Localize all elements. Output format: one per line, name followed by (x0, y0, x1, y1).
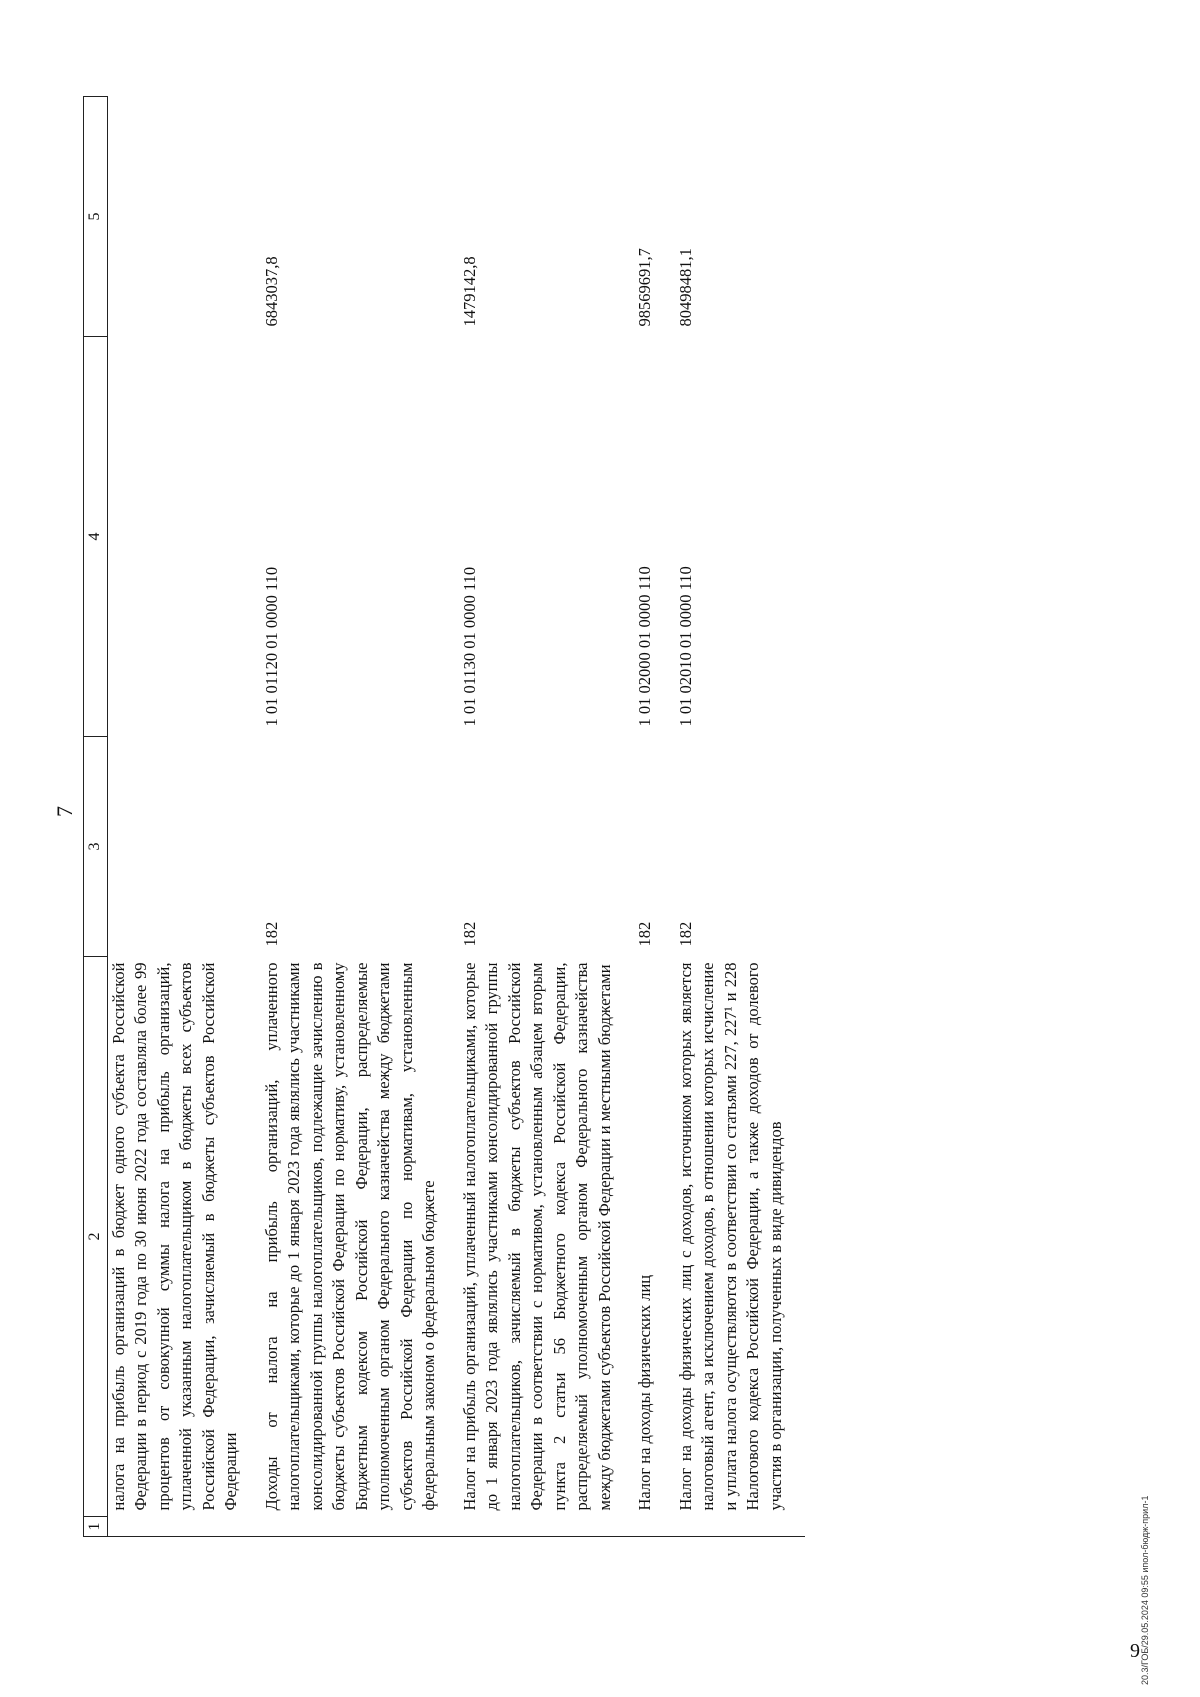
amount-cell: 6843037,8 (261, 256, 281, 327)
revenue-code-cell: 1 01 01120 01 0000 110 (261, 566, 281, 727)
revenue-table (83, 96, 805, 1537)
table-row (261, 97, 459, 1537)
description-cell: Доходы от налога на прибыль организаций, уплаченного налогоплательщиками, которые до 1 января 2023 года являлись участниками консолидированной группы налогоплательщиков, подлежащие зачислению в бюджеты субъектов Российской Федерации по нормативу, установленному Бюджетным кодексом Российской Федерации, распределяемые уполномоченным органом Федерального казначейства между бюджетами субъектов Российской Федерации по нормативам, установленным федеральным законом о федеральном бюджете (261, 962, 438, 1511)
table-row (107, 97, 261, 1537)
table-row (459, 97, 635, 1537)
amount-cell: 98569691,7 (635, 248, 654, 327)
table-header-row (84, 97, 108, 1537)
row-number-cell (459, 1517, 635, 1537)
header-col-3: 3 (84, 737, 108, 957)
page-number-bottom: 9 (1130, 1640, 1140, 1662)
revenue-code-cell: 1 01 02000 01 0000 110 (635, 566, 654, 727)
row-number-cell (261, 1517, 459, 1537)
admin-code-cell: 182 (459, 921, 479, 947)
amount-cell: 1479142,8 (459, 256, 479, 327)
header-col-2: 2 (84, 957, 108, 1517)
description-cell: Налог на доходы физических лиц (635, 1274, 654, 1511)
header-col-5: 5 (84, 97, 108, 337)
amount-cell: 80498481,1 (675, 248, 695, 327)
revenue-code-cell: 1 01 02010 01 0000 110 (675, 566, 695, 727)
revenue-code-cell (107, 337, 261, 737)
header-col-1: 1 (84, 1517, 108, 1537)
description-cell: налога на прибыль организаций в бюджет одного субъекта Российской Федерации в период с 2019 года по 30 июня 2022 года составляла более 99 процентов от совокупной суммы налога на прибыль организаций, уплаченной указанным налогоплательщиком в бюджеты всех субъектов Российской Федерации, зачисляемый в бюджеты субъектов Российской Федерации (108, 962, 240, 1511)
table-row (675, 97, 806, 1537)
description-cell: Налог на доходы физических лиц с доходов, источником которых является налоговый агент, за исключением доходов, в отношении которых исчисление и уплата налога осуществляются в соответствии со статьями 227, 227¹ и 228 Налогового кодекса Российской Федерации, а также доходов от долевого участия в организации, полученных в виде дивидендов (675, 962, 785, 1511)
revenue-code-cell: 1 01 01130 01 0000 110 (459, 566, 479, 727)
footer-stamp: 20.3/ГОБ/29.05.2024 09:55 ипол-бюдж-прил-1 (1140, 1495, 1150, 1685)
admin-code-cell: 182 (261, 921, 281, 947)
description-cell: Налог на прибыль организаций, уплаченный налогоплательщиками, которые до 1 января 2023 года являлись участниками консолидированной группы налогоплательщиков, зачисляемый в бюджеты субъектов Российской Федерации в соответствии с нормативом, установленным абзацем вторым пункта 2 статьи 56 Бюджетного кодекса Российской Федерации, распределяемый уполномоченным органом Федерального казначейства между бюджетами субъектов Российской Федерации и местными бюджетами (459, 962, 614, 1511)
amount-cell (107, 97, 261, 337)
admin-code-cell (107, 737, 261, 957)
table-row (634, 97, 675, 1537)
row-number-cell (107, 1517, 261, 1537)
row-number-cell (634, 1517, 675, 1537)
header-col-4: 4 (84, 337, 108, 737)
page-number-top: 7 (52, 806, 77, 817)
admin-code-cell: 182 (635, 921, 654, 947)
admin-code-cell: 182 (675, 921, 695, 947)
row-number-cell (675, 1517, 806, 1537)
